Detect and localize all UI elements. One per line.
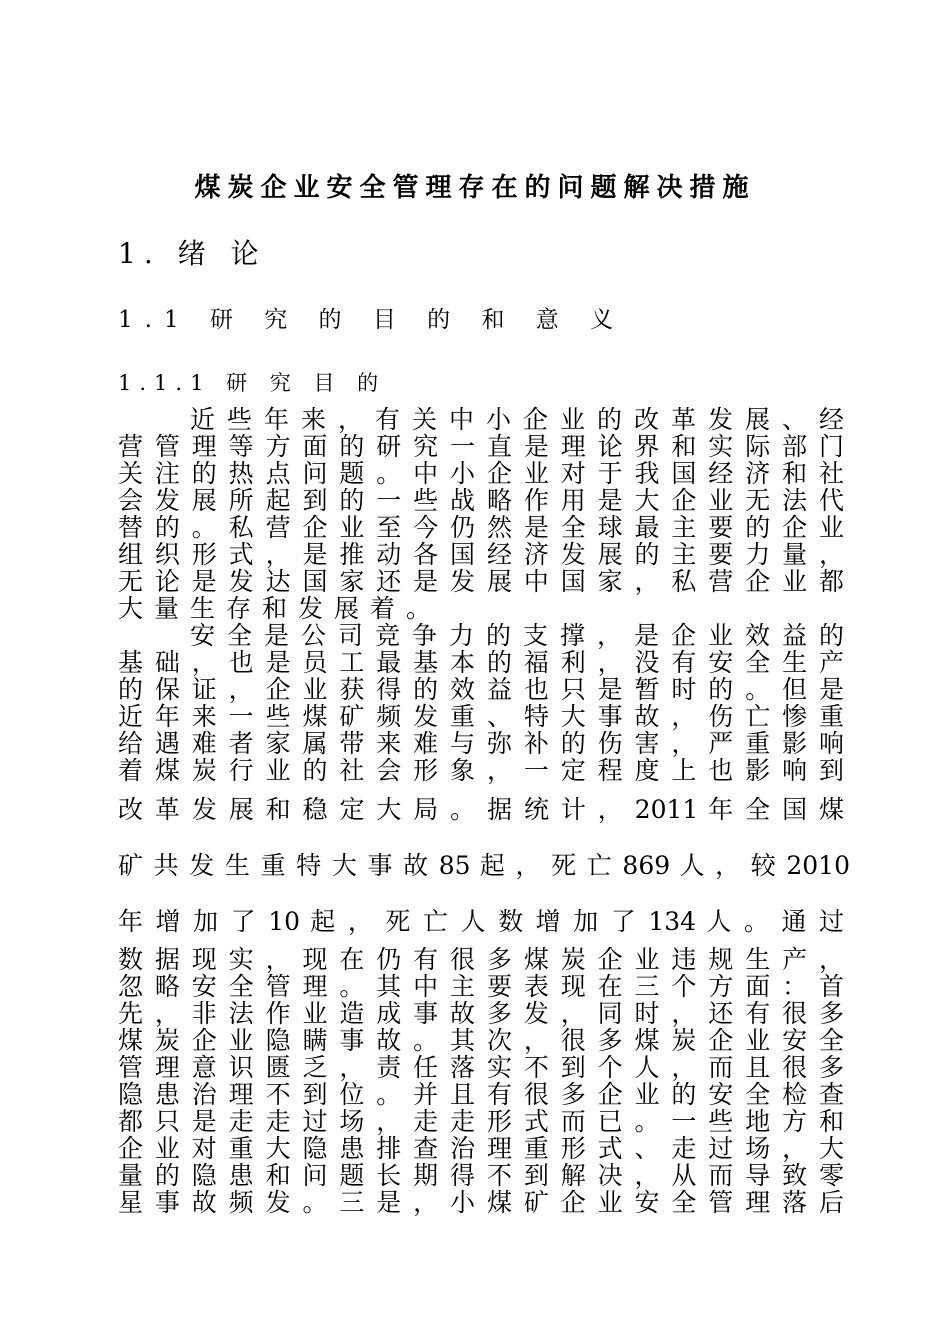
paragraph-line: 年 增 加 了 10 起 ， 死 亡 人 数 增 加 了 134 人 。 通 过 xyxy=(118,907,844,936)
section-heading-1-1: 1.1 研 究 的 目 的 和 意 义 xyxy=(118,307,626,333)
paragraph-line: 煤 炭 企 业 隐 瞒 事 故 。 其 次 ， 很 多 煤 炭 企 业 安 全 xyxy=(118,1027,844,1054)
paragraph-line: 矿 共 发 生 重 特 大 事 故 85 起 ， 死 亡 869 人 ， 较 2010 xyxy=(118,851,850,880)
paragraph-line: 改 革 发 展 和 稳 定 大 局 。 据 统 计 ， 2011 年 全 国 煤 xyxy=(118,795,844,824)
paragraph-line: 营 管 理 等 方 面 的 研 究 一 直 是 理 论 界 和 实 际 部 门 xyxy=(118,433,844,460)
paragraph-line: 无 论 是 发 达 国 家 还 是 发 展 中 国 家 ， 私 营 企 业 都 xyxy=(118,568,844,595)
paragraph-line: 近 些 年 来 ， 有 关 中 小 企 业 的 改 革 发 展 、 经 xyxy=(190,406,844,433)
paragraph-line: 企 业 对 重 大 隐 患 排 查 治 理 重 形 式 、 走 过 场 ， 大 xyxy=(118,1135,844,1162)
paragraph-line: 安 全 是 公 司 竞 争 力 的 支 撑 ， 是 企 业 效 益 的 xyxy=(190,622,844,649)
paragraph-line: 数 据 现 实 ， 现 在 仍 有 很 多 煤 炭 企 业 违 规 生 产 ， xyxy=(118,946,844,973)
paragraph-line: 组 织 形 式 ， 是 推 动 各 国 经 济 发 展 的 主 要 力 量 ， xyxy=(118,541,844,568)
paragraph-line: 替 的 。 私 营 企 业 至 今 仍 然 是 全 球 最 主 要 的 企 业 xyxy=(118,514,844,541)
paragraph-line: 基 础 ， 也 是 员 工 最 基 本 的 福 利 ， 没 有 安 全 生 产 xyxy=(118,649,844,676)
paragraph-line: 都 只 是 走 走 过 场 ， 走 走 形 式 而 已 。 一 些 地 方 和 xyxy=(118,1108,844,1135)
paragraph-line: 大量生存和发展着。 xyxy=(118,595,443,622)
paragraph-line: 会 发 展 所 起 到 的 一 些 战 略 作 用 是 大 企 业 无 法 代 xyxy=(118,487,844,514)
paragraph-line: 近 年 来 一 些 煤 矿 频 发 重 、 特 大 事 故 ， 伤 亡 惨 重 xyxy=(118,703,844,730)
section-heading-1: 1. 绪 论 xyxy=(118,237,267,270)
section-heading-1-1-1: 1.1.1 研 究 目 的 xyxy=(118,371,387,395)
paragraph-line: 隐 患 治 理 不 到 位 。 并 且 有 很 多 企 业 的 安 全 检 查 xyxy=(118,1081,844,1108)
paragraph-line: 量 的 隐 患 和 问 题 长 期 得 不 到 解 决 ， 从 而 导 致 零 xyxy=(118,1162,844,1189)
paragraph-line: 管 理 意 识 匮 乏 ， 责 任 落 实 不 到 个 人 ， 而 且 很 多 xyxy=(118,1054,844,1081)
document-title: 煤炭企业安全管理存在的问题解决措施 xyxy=(194,173,756,203)
paragraph-line: 忽 略 安 全 管 理 。 其 中 主 要 表 现 在 三 个 方 面 ： 首 xyxy=(118,973,844,1000)
paragraph-line: 先 ， 非 法 作 业 造 成 事 故 多 发 ， 同 时 ， 还 有 很 多 xyxy=(118,1000,844,1027)
paragraph-line: 着 煤 炭 行 业 的 社 会 形 象 ， 一 定 程 度 上 也 影 响 到 xyxy=(118,757,844,784)
paragraph-line: 星 事 故 频 发 。 三 是 ， 小 煤 矿 企 业 安 全 管 理 落 后 xyxy=(118,1189,844,1216)
paragraph-line: 给 遇 难 者 家 属 带 来 难 与 弥 补 的 伤 害 ， 严 重 影 响 xyxy=(118,730,844,757)
paragraph-line: 的 保 证 ， 企 业 获 得 的 效 益 也 只 是 暂 时 的 。 但 是 xyxy=(118,676,844,703)
paragraph-line: 关 注 的 热 点 问 题 。 中 小 企 业 对 于 我 国 经 济 和 社 xyxy=(118,460,844,487)
